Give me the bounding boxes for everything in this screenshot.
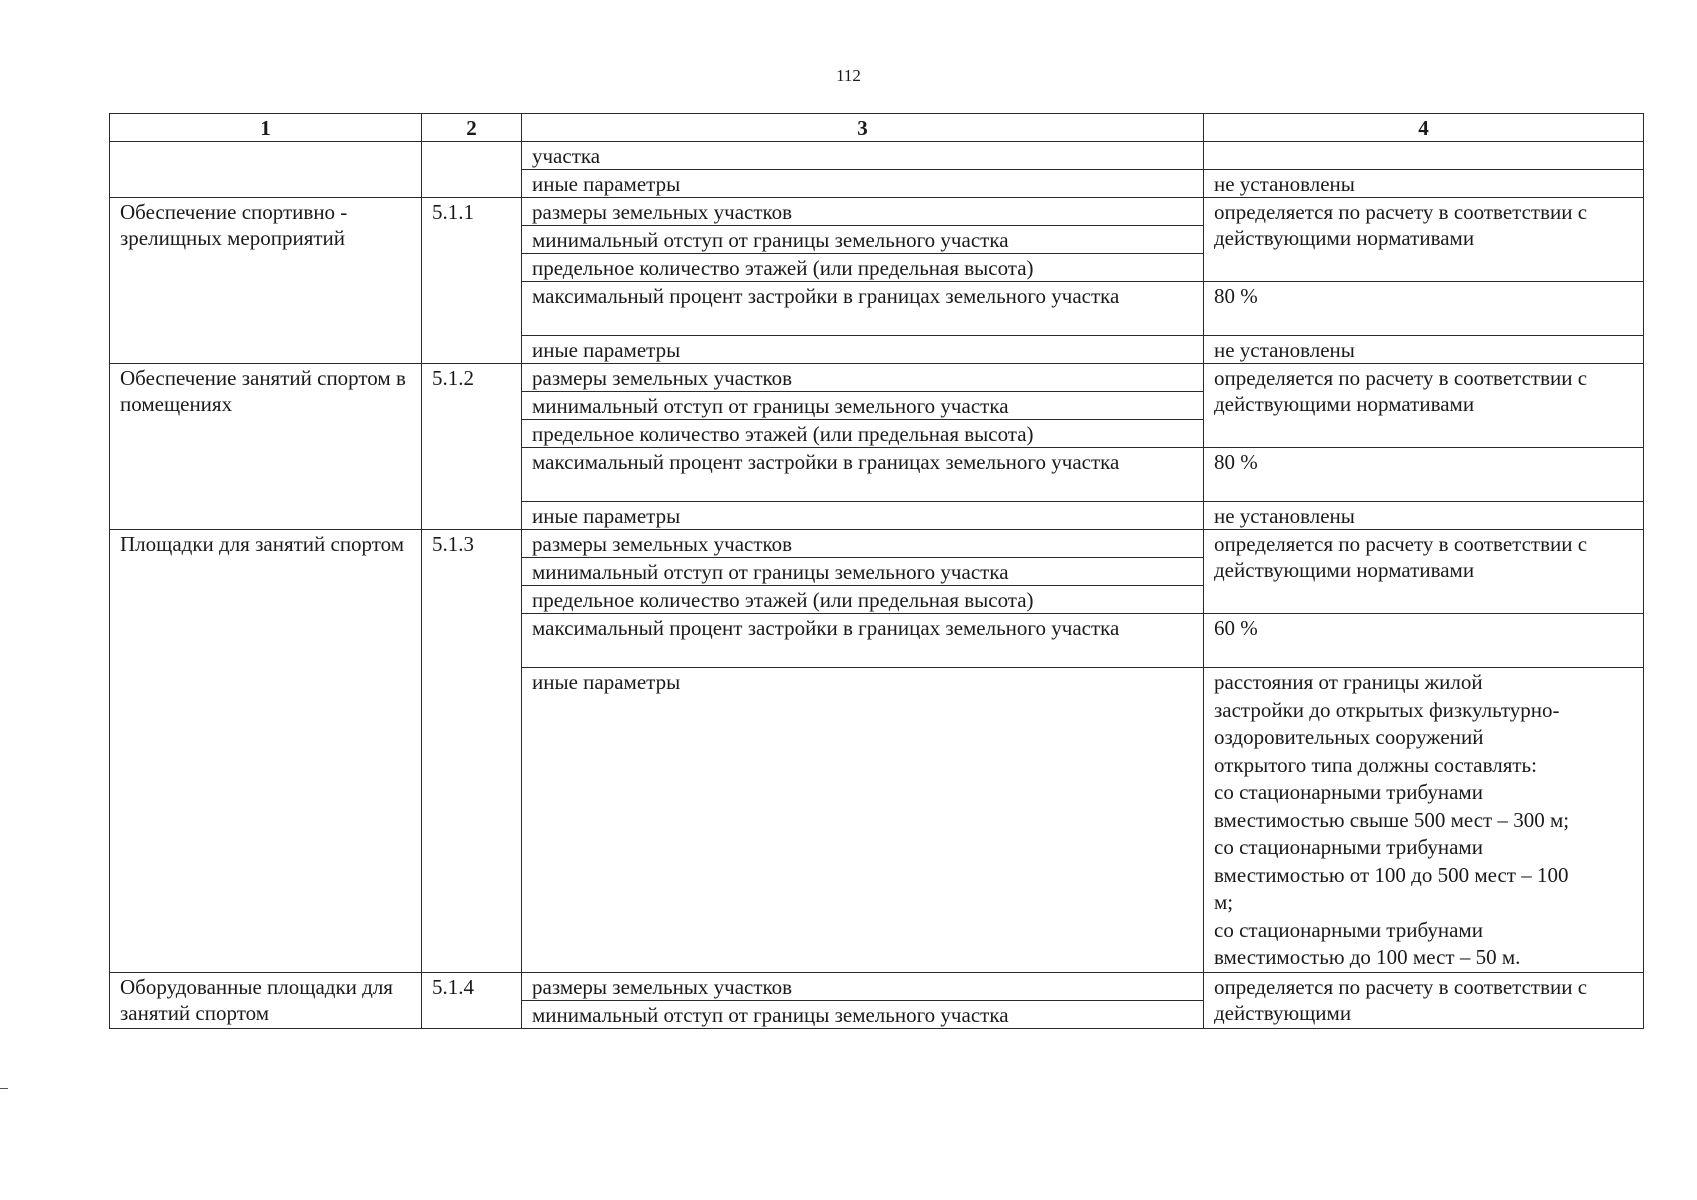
parameter-label: размеры земельных участков [522, 198, 1204, 226]
parameter-value: 80 % [1204, 282, 1644, 336]
parameter-label: минимальный отступ от границы земельного участка [522, 226, 1204, 254]
usage-name-cell: Площадки для занятий спортом [110, 530, 422, 973]
table-row [110, 142, 1644, 170]
parameter-value: не установлены [1204, 170, 1644, 198]
page-number: 112 [836, 66, 861, 85]
parameter-label: иные параметры [522, 668, 1204, 973]
parameter-label: предельное количество этажей (или предельная высота) [522, 586, 1204, 614]
usage-code-cell: 5.1.3 [422, 530, 522, 973]
header-row [110, 114, 1644, 142]
text-line: со стационарными трибунами [1214, 917, 1483, 942]
parameter-value: не установлены [1204, 336, 1644, 364]
column-header-1: 1 [110, 114, 422, 142]
parameter-label: иные параметры [522, 170, 1204, 198]
parameter-label: иные параметры [522, 336, 1204, 364]
column-header-2: 2 [422, 114, 522, 142]
parameter-value: не установлены [1204, 502, 1644, 530]
parameter-label: предельное количество этажей (или предельная высота) [522, 254, 1204, 282]
parameter-label: максимальный процент застройки в границах земельного участка [522, 282, 1204, 336]
parameter-label: максимальный процент застройки в границах земельного участка [522, 614, 1204, 668]
regulations-table [109, 113, 1644, 1029]
parameter-label: минимальный отступ от границы земельного участка [522, 392, 1204, 420]
text-line: со стационарными трибунами [1214, 835, 1483, 859]
text-line: вместимостью свыше 500 мест – 300 м; [1214, 807, 1570, 832]
parameter-label: минимальный отступ от границы земельного участка [522, 558, 1204, 586]
usage-name-cell: Оборудованные площадки для занятий спортом [110, 972, 422, 1028]
text-line: оздоровительных сооружений [1214, 725, 1484, 749]
parameter-label: участка [522, 142, 1204, 170]
parameter-label: максимальный процент застройки в границах земельного участка [522, 448, 1204, 502]
usage-name-cell: Обеспечение занятий спортом в помещениях [110, 364, 422, 530]
parameter-label: минимальный отступ от границы земельного участка [522, 1000, 1204, 1028]
text-line: вместимостью от 100 до 500 мест – 100 [1214, 862, 1569, 887]
parameter-label: размеры земельных участков [522, 364, 1204, 392]
usage-code-cell: 5.1.1 [422, 198, 522, 364]
text-line: расстояния от границы жилой [1214, 670, 1483, 694]
parameter-label: размеры земельных участков [522, 530, 1204, 558]
parameter-value: 80 % [1204, 448, 1644, 502]
table-row [110, 364, 1644, 392]
usage-code-cell: 5.1.4 [422, 972, 522, 1028]
table-row [110, 198, 1644, 226]
sports-distance-requirements [1204, 668, 1644, 973]
parameter-label: размеры земельных участков [522, 972, 1204, 1000]
text-line: открытого типа должны составлять: [1214, 752, 1537, 777]
parameter-value: определяется по расчету в соответствии с действующими нормативами [1204, 198, 1644, 282]
table-row [110, 972, 1644, 1000]
parameter-value [1204, 142, 1644, 170]
usage-code-cell: 5.1.2 [422, 364, 522, 530]
scan-mark [0, 1088, 8, 1089]
parameter-label: предельное количество этажей (или предельная высота) [522, 420, 1204, 448]
parameter-value: 60 % [1204, 614, 1644, 668]
column-header-4: 4 [1204, 114, 1644, 142]
usage-name-cell: Обеспечение спортивно - зрелищных мероприятий [110, 198, 422, 364]
text-line: застройки до открытых физкультурно- [1214, 697, 1560, 722]
parameter-value: определяется по расчету в соответствии с действующими [1204, 972, 1644, 1028]
text-line: м; [1214, 890, 1234, 914]
usage-name-cell [110, 142, 422, 198]
parameter-label: иные параметры [522, 502, 1204, 530]
text-line: со стационарными трибунами [1214, 780, 1483, 804]
column-header-3: 3 [522, 114, 1204, 142]
table-row [110, 530, 1644, 558]
parameter-value: определяется по расчету в соответствии с действующими нормативами [1204, 364, 1644, 448]
parameter-value: определяется по расчету в соответствии с действующими нормативами [1204, 530, 1644, 614]
text-line: вместимостью до 100 мест – 50 м. [1214, 945, 1521, 969]
usage-code-cell [422, 142, 522, 198]
